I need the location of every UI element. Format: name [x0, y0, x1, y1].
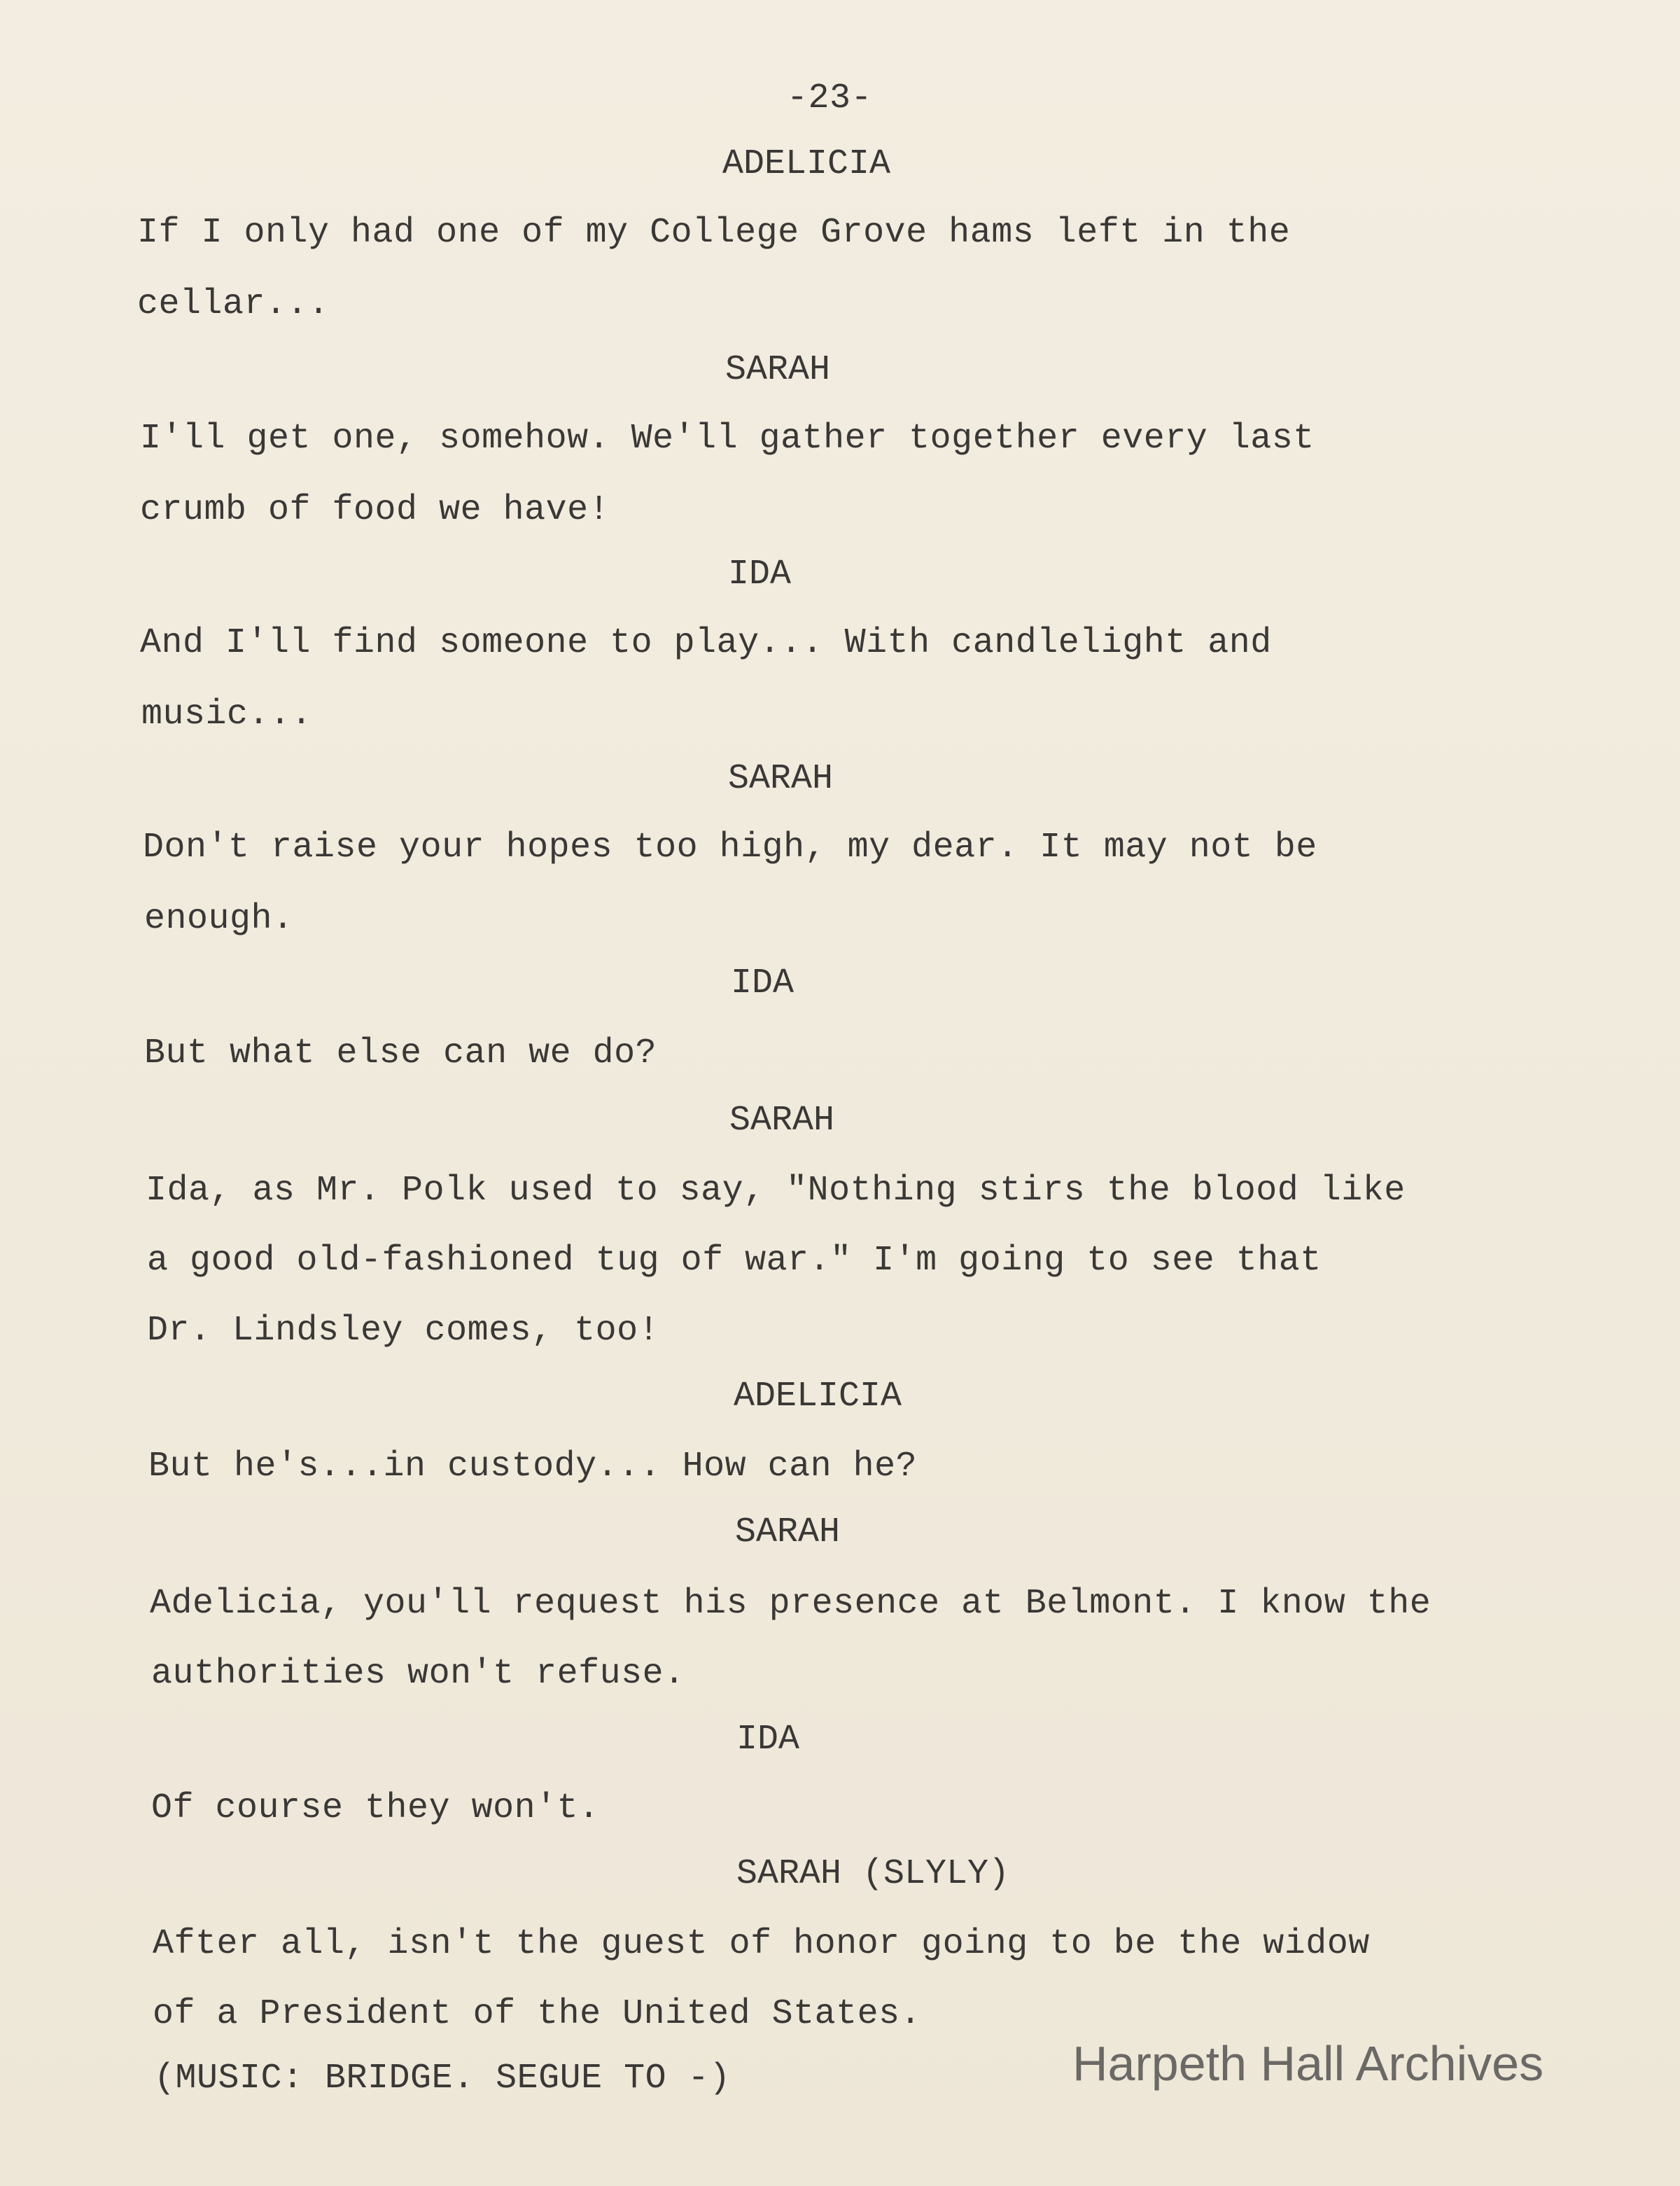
speaker-sarah: SARAH	[735, 1512, 841, 1552]
dialogue-line: Of course they won't.	[151, 1788, 600, 1828]
dialogue-line: Dr. Lindsley comes, too!	[147, 1311, 660, 1351]
dialogue-line: a good old-fashioned tug of war." I'm going to see that	[147, 1241, 1322, 1281]
speaker-sarah: SARAH	[725, 350, 831, 390]
speaker-ida: IDA	[736, 1720, 800, 1760]
dialogue-line: But he's...in custody... How can he?	[148, 1447, 918, 1487]
page-number: -23-	[787, 78, 873, 118]
dialogue-line: authorities won't refuse.	[151, 1654, 685, 1694]
speaker-adelicia: ADELICIA	[734, 1377, 902, 1416]
dialogue-line: crumb of food we have!	[140, 490, 610, 530]
stage-direction: (MUSIC: BRIDGE. SEGUE TO -)	[154, 2059, 731, 2098]
dialogue-line: music...	[141, 695, 313, 735]
dialogue-line: And I'll find someone to play... With candlelight and	[140, 623, 1272, 663]
dialogue-line: enough.	[144, 899, 294, 939]
dialogue-line: Adelicia, you'll request his presence at Belmont. I know the	[150, 1584, 1432, 1624]
speaker-sarah-slyly: SARAH (SLYLY)	[736, 1854, 1010, 1894]
speaker-adelicia: ADELICIA	[722, 144, 891, 184]
dialogue-line: I'll get one, somehow. We'll gather together every last	[140, 419, 1315, 459]
dialogue-line: If I only had one of my College Grove hams left in the	[137, 213, 1291, 253]
dialogue-line: After all, isn't the guest of honor going to be the widow	[153, 1924, 1370, 1964]
dialogue-line: of a President of the United States.	[153, 1994, 922, 2034]
speaker-ida: IDA	[728, 555, 792, 594]
speaker-sarah: SARAH	[729, 1101, 835, 1141]
dialogue-line: But what else can we do?	[144, 1033, 657, 1073]
dialogue-line: Don't raise your hopes too high, my dear. It may not be	[143, 828, 1317, 868]
speaker-ida: IDA	[731, 963, 794, 1003]
dialogue-line: cellar...	[137, 284, 330, 324]
archive-watermark: Harpeth Hall Archives	[1072, 2036, 1544, 2091]
dialogue-line: Ida, as Mr. Polk used to say, "Nothing stirs the blood like	[146, 1171, 1406, 1211]
speaker-sarah: SARAH	[728, 759, 834, 799]
